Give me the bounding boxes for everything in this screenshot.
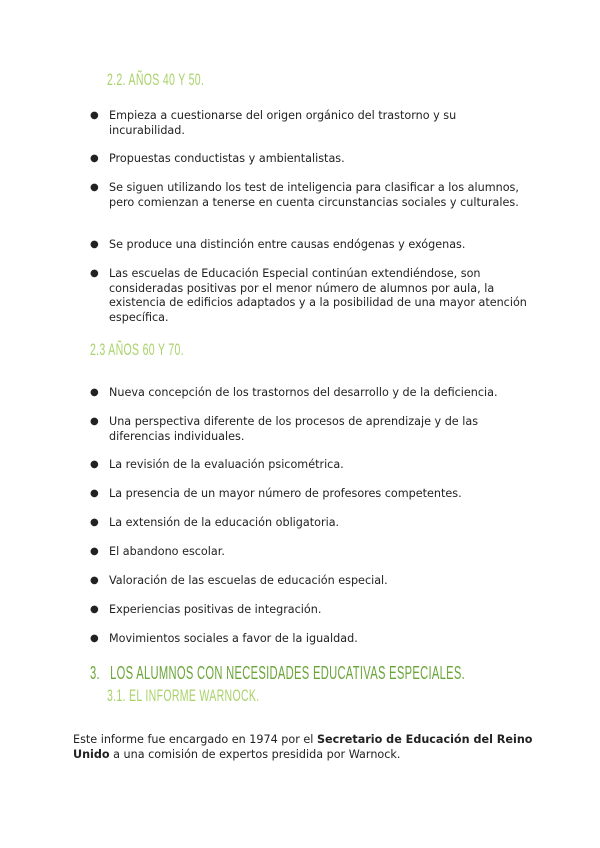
bullet-icon: ● <box>90 268 99 279</box>
list-item <box>88 603 528 618</box>
list-item <box>88 152 528 167</box>
list-item <box>88 545 528 560</box>
list-item <box>88 181 528 210</box>
section-2-3-heading: 2.3 AÑOS 60 Y 70. <box>90 340 184 359</box>
list-item <box>88 109 528 138</box>
paragraph-text-end: a una comisión de expertos presidida por Warnock. <box>109 748 401 761</box>
bullet-icon: ● <box>90 110 99 121</box>
bullet-icon: ● <box>90 239 99 250</box>
list-item <box>88 386 528 401</box>
list-item-text: Se siguen utilizando los test de inteligencia para clasificar a los alumnos, pero comienzan a tenerse en cuenta circunstancias sociales y culturales. <box>109 181 519 209</box>
list-item-text: La revisión de la evaluación psicométrica. <box>109 458 344 471</box>
list-item-text: Experiencias positivas de integración. <box>109 603 322 616</box>
bullet-icon: ● <box>90 546 99 557</box>
list-item-text: La presencia de un mayor número de profesores competentes. <box>109 487 462 500</box>
list-item <box>88 516 528 531</box>
list-item-text: Empieza a cuestionarse del origen orgánico del trastorno y su incurabilidad. <box>109 109 457 137</box>
bullet-icon: ● <box>90 488 99 499</box>
list-item-text: El abandono escolar. <box>109 545 225 558</box>
bullet-icon: ● <box>90 604 99 615</box>
list-item-text: Valoración de las escuelas de educación especial. <box>109 574 388 587</box>
list-item-text: Se produce una distinción entre causas endógenas y exógenas. <box>109 238 466 251</box>
warnock-paragraph <box>73 732 533 762</box>
list-item <box>88 487 528 502</box>
bullet-icon: ● <box>90 459 99 470</box>
paragraph-text-start: Este informe fue encargado en 1974 por el <box>73 733 317 746</box>
bullet-icon: ● <box>90 182 99 193</box>
list-item <box>88 415 528 444</box>
list-item-text: Las escuelas de Educación Especial continúan extendiéndose, son consideradas positivas por el menor número de alumnos por aula, la existencia de edificios adaptados y a la posibilidad de una mayor atención específica. <box>109 267 527 324</box>
bullet-icon: ● <box>90 575 99 586</box>
list-item <box>88 458 528 473</box>
list-item-text: La extensión de la educación obligatoria. <box>109 516 340 529</box>
section-3-heading: 3. LOS ALUMNOS CON NECESIDADES EDUCATIVAS ESPECIALES. <box>90 663 466 683</box>
list-item-text: Movimientos sociales a favor de la igualdad. <box>109 632 358 645</box>
bullet-icon: ● <box>90 416 99 427</box>
bullet-icon: ● <box>90 517 99 528</box>
list-item <box>88 632 528 647</box>
section-2-2-heading: 2.2. AÑOS 40 Y 50. <box>107 70 205 89</box>
list-item <box>88 574 528 589</box>
list-item-text: Nueva concepción de los trastornos del desarrollo y de la deficiencia. <box>109 386 498 399</box>
bullet-icon: ● <box>90 387 99 398</box>
bullet-icon: ● <box>90 633 99 644</box>
section-3-1-heading: 3.1. EL INFORME WARNOCK. <box>107 686 260 705</box>
list-item <box>88 238 528 253</box>
list-item <box>88 267 528 325</box>
paragraph-bold-text: Secretario de Educación del Reino Unido <box>73 733 533 761</box>
list-item-text: Propuestas conductistas y ambientalistas. <box>109 152 345 165</box>
bullet-icon: ● <box>90 153 99 164</box>
list-item-text: Una perspectiva diferente de los procesos de aprendizaje y de las diferencias individuales. <box>109 415 479 443</box>
